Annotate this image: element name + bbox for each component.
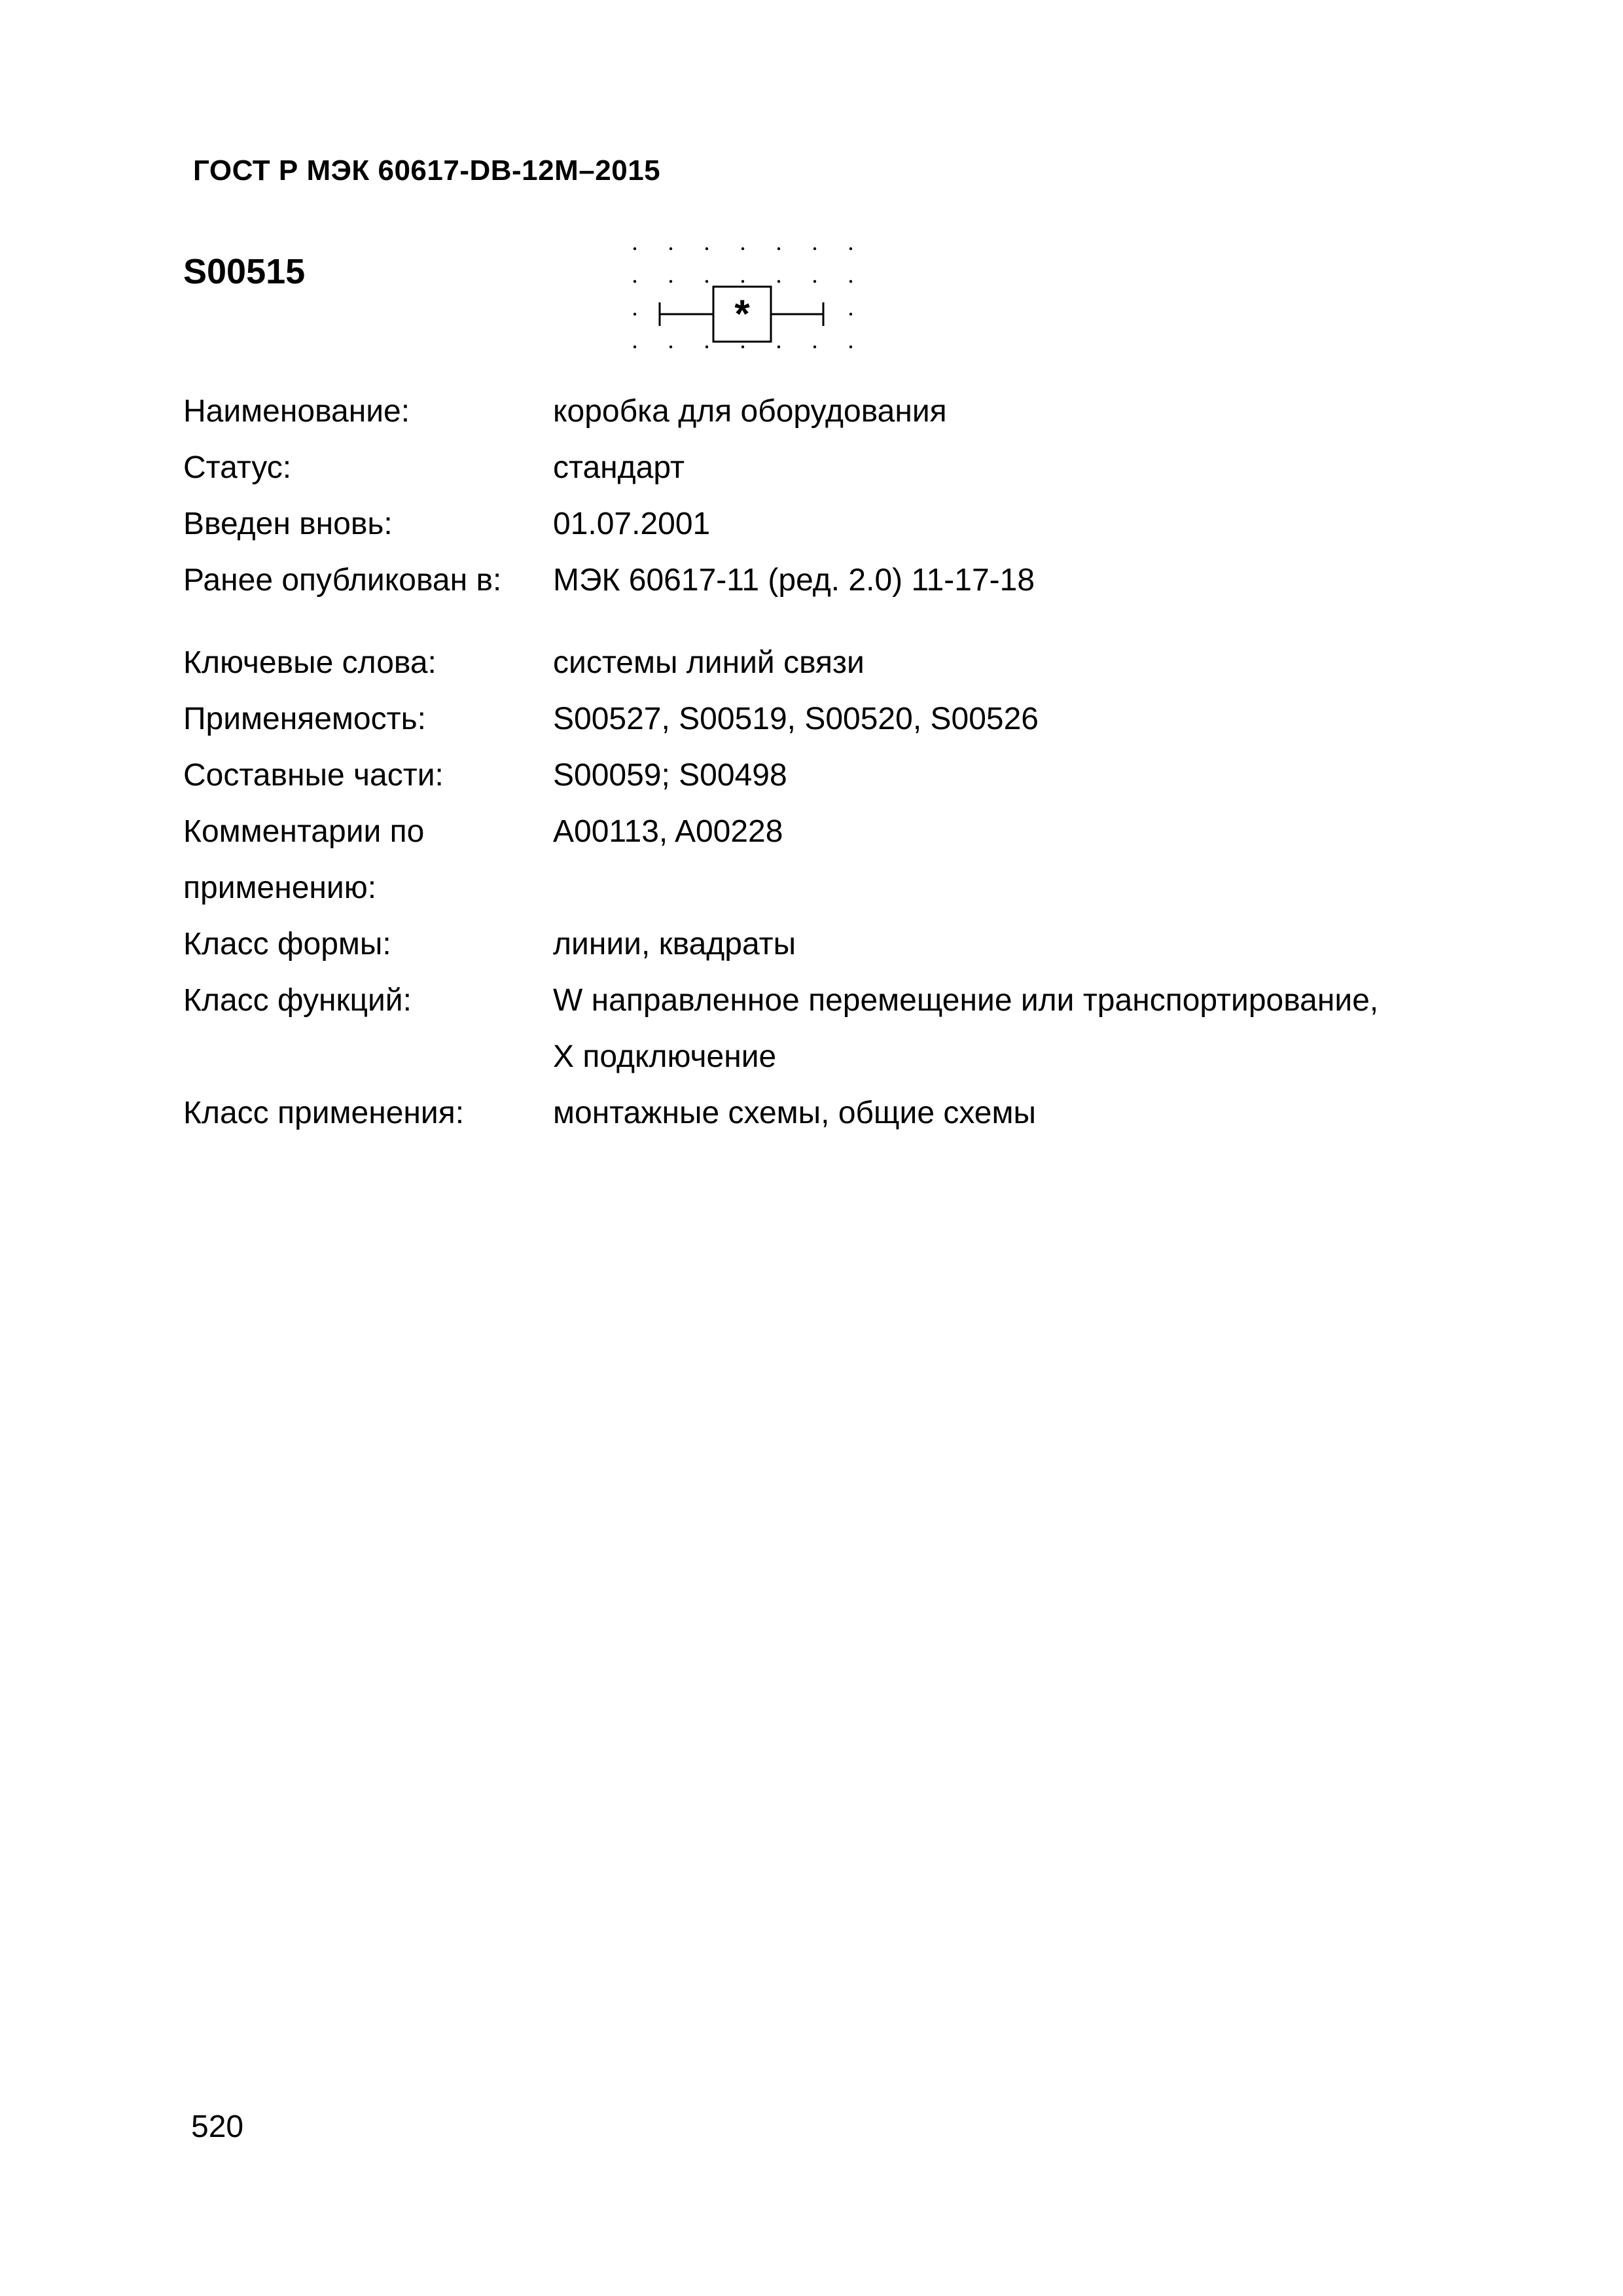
field-row (183, 384, 1492, 440)
field-row (183, 496, 1492, 552)
field-label: Класс формы: (183, 927, 391, 961)
grid-dot (669, 280, 672, 283)
grid-dot (705, 280, 708, 283)
field-label: Ранее опубликован в: (183, 563, 502, 598)
grid-dot (705, 346, 708, 348)
grid-dot (777, 247, 780, 250)
field-row (183, 804, 1492, 860)
field-row (183, 916, 1492, 973)
field-value: стандарт (553, 450, 685, 485)
field-label: Наименование: (183, 394, 410, 429)
grid-dot (669, 247, 672, 250)
page-number: 520 (191, 2109, 244, 2144)
grid-dot (849, 280, 852, 283)
field-value: МЭК 60617-11 (ред. 2.0) 11-17-18 (553, 563, 1035, 598)
grid-dot (705, 247, 708, 250)
field-row (183, 1029, 1492, 1085)
grid-dot (849, 247, 852, 250)
field-value: системы линий связи (553, 645, 865, 680)
grid-dot (813, 280, 816, 283)
field-group-secondary (183, 635, 1492, 1141)
field-label: Применяемость: (183, 702, 426, 736)
grid-dot (813, 247, 816, 250)
symbol-code: S00515 (183, 252, 306, 291)
grid-dot (849, 346, 852, 348)
grid-dot (777, 280, 780, 283)
field-row (183, 860, 1492, 916)
grid-dot (633, 247, 636, 250)
grid-dot (813, 346, 816, 348)
field-value: коробка для оборудования (553, 394, 947, 429)
field-label: Комментарии по (183, 814, 425, 849)
standard-header: ГОСТ Р МЭК 60617-DB-12M–2015 (193, 154, 661, 187)
field-value: A00113, A00228 (553, 814, 783, 849)
field-value: 01.07.2001 (553, 507, 711, 541)
field-group-primary (183, 384, 1492, 609)
field-label: Введен вновь: (183, 507, 393, 541)
field-row (183, 691, 1492, 747)
field-label: Класс функций: (183, 983, 412, 1018)
field-value: S00527, S00519, S00520, S00526 (553, 702, 1039, 736)
field-label: Составные части: (183, 758, 444, 793)
field-row (183, 747, 1492, 804)
grid-dot (633, 313, 636, 315)
grid-dot (669, 346, 672, 348)
field-value: X подключение (553, 1039, 777, 1074)
field-label: Класс применения: (183, 1096, 465, 1130)
field-value: W направленное перемещение или транспортирование, (553, 983, 1379, 1018)
field-label: применению: (183, 870, 377, 905)
grid-dot (633, 280, 636, 283)
grid-dot (633, 346, 636, 348)
grid-dot (741, 346, 744, 348)
grid-dot (741, 280, 744, 283)
field-value: монтажные схемы, общие схемы (553, 1096, 1036, 1130)
field-row (183, 552, 1492, 609)
symbol-graphic (615, 242, 877, 373)
field-label: Ключевые слова: (183, 645, 437, 680)
field-label: Статус: (183, 450, 292, 485)
field-row (183, 1085, 1492, 1141)
field-list (183, 384, 1492, 1141)
grid-dot (777, 346, 780, 348)
field-value (553, 860, 1492, 916)
grid-dot (741, 247, 744, 250)
field-row (183, 973, 1492, 1029)
box-asterisk: * (734, 292, 750, 336)
grid-dot (849, 313, 852, 315)
field-value: S00059; S00498 (553, 758, 787, 793)
field-value: линии, квадраты (553, 927, 796, 961)
field-label (183, 1029, 553, 1085)
field-row (183, 440, 1492, 496)
field-row (183, 635, 1492, 691)
group-spacer (183, 609, 1492, 635)
